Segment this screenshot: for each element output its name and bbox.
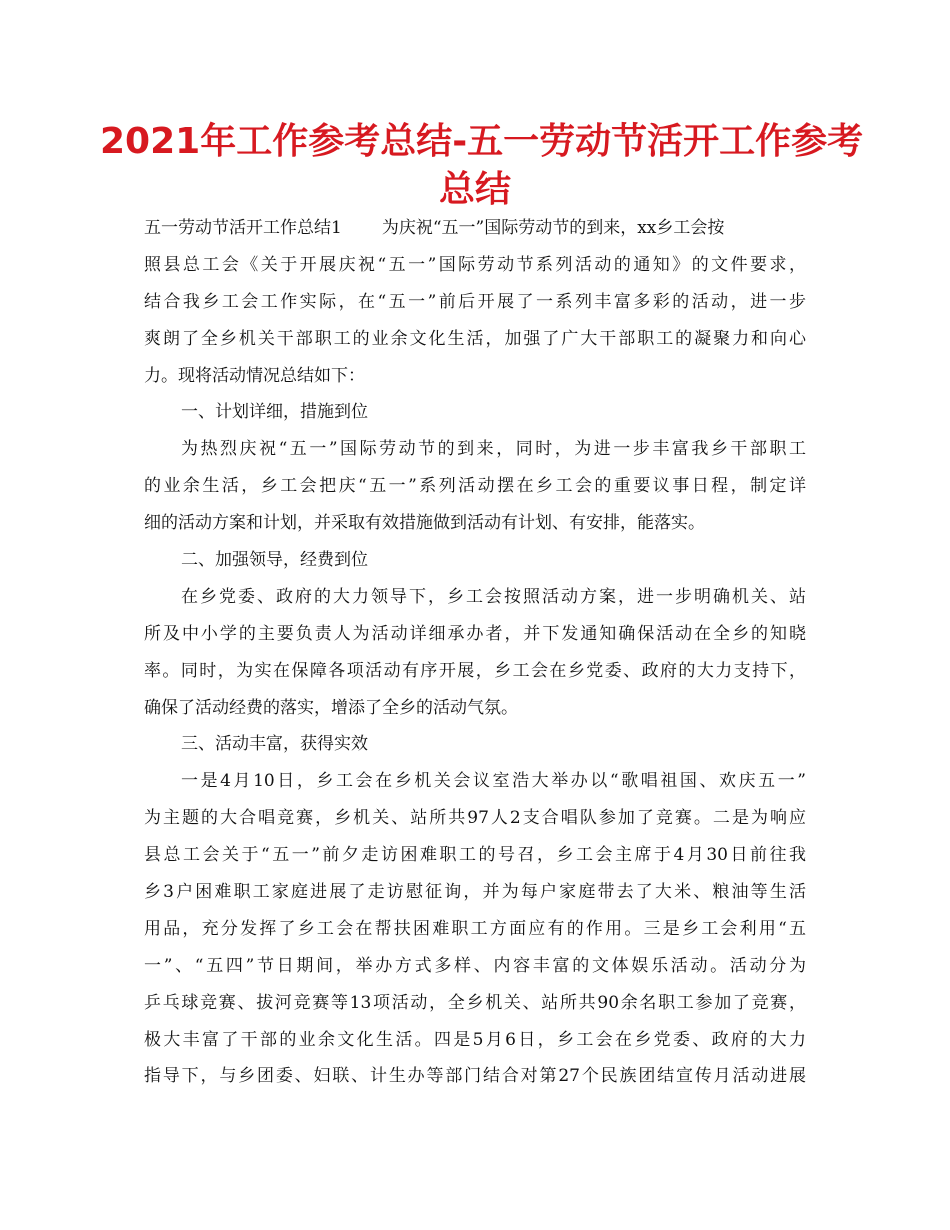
paragraph-1-line-1-text: 为庆祝“五一”国际劳动节的到来，xx乡工会按 bbox=[381, 218, 725, 238]
title-line-2: 总结 bbox=[438, 169, 511, 210]
paragraph-1-line-1 bbox=[144, 210, 806, 247]
paragraph-4-line-4: 乡3户困难职工家庭进展了走访慰征询，并为每户家庭带去了大米、粮油等生活 bbox=[144, 882, 806, 903]
paragraph-3-line-2: 所及中小学的主要负责人为活动详细承办者，并下发通知确保活动在全乡的知晓 bbox=[144, 623, 806, 644]
paragraph-4-line-9: 指导下，与乡团委、妇联、计生办等部门结合对第27个民族团结宣传月活动进展 bbox=[144, 1066, 806, 1087]
title-line-1: 2021年工作参考总结-五一劳动节活开工作参考 bbox=[100, 121, 864, 162]
paragraph-2-line-3: 细的活动方案和计划，并采取有效措施做到活动有计划、有安排，能落实。 bbox=[144, 513, 705, 534]
paragraph-2-line-2: 的业余生活，乡工会把庆“五一”系列活动摆在乡工会的重要议事日程，制定详 bbox=[144, 476, 806, 497]
paragraph-4-line-5: 用品，充分发挥了乡工会在帮扶困难职工方面应有的作用。三是乡工会利用“五 bbox=[144, 918, 806, 939]
paragraph-4-line-3: 县总工会关于“五一”前夕走访困难职工的号召，乡工会主席于4月30日前往我 bbox=[144, 845, 806, 866]
paragraph-4-line-8: 极大丰富了干部的业余文化生活。四是5月6日，乡工会在乡党委、政府的大力 bbox=[144, 1029, 806, 1050]
paragraph-4-line-6: 一”、“五四”节日期间，举办方式多样、内容丰富的文体娱乐活动。活动分为 bbox=[144, 955, 806, 976]
document-title bbox=[100, 118, 864, 214]
paragraph-3-line-3: 率。同时，为实在保障各项活动有序开展，乡工会在乡党委、政府的大力支持下， bbox=[144, 660, 806, 681]
section-heading-1: 一、计划详细，措施到位 bbox=[181, 402, 368, 423]
paragraph-1-line-2: 照县总工会《关于开展庆祝“五一”国际劳动节系列活动的通知》的文件要求， bbox=[144, 254, 806, 275]
paragraph-4-line-1: 一是4月10日，乡工会在乡机关会议室浩大举办以“歌唱祖国、欢庆五一” bbox=[181, 771, 806, 792]
paragraph-1-line-5: 力。现将活动情况总结如下： bbox=[144, 365, 365, 386]
paragraph-1-line-3: 结合我乡工会工作实际，在“五一”前后开展了一系列丰富多彩的活动，进一步 bbox=[144, 291, 806, 312]
section-heading-2: 二、加强领导，经费到位 bbox=[181, 550, 368, 571]
section-heading-3: 三、活动丰富，获得实效 bbox=[181, 734, 368, 755]
paragraph-1-line-4: 爽朗了全乡机关干部职工的业余文化生活，加强了广大干部职工的凝聚力和向心 bbox=[144, 328, 806, 349]
paragraph-4-line-7: 乒乓球竞赛、拔河竞赛等13项活动，全乡机关、站所共90余名职工参加了竞赛， bbox=[144, 992, 806, 1013]
document-body bbox=[144, 210, 806, 1095]
section-label: 五一劳动节活开工作总结1 bbox=[144, 218, 342, 238]
paragraph-3-line-4: 确保了活动经费的落实，增添了全乡的活动气氛。 bbox=[144, 697, 518, 718]
paragraph-2-line-1: 为热烈庆祝“五一”国际劳动节的到来，同时，为进一步丰富我乡干部职工 bbox=[181, 439, 806, 460]
paragraph-3-line-1: 在乡党委、政府的大力领导下，乡工会按照活动方案，进一步明确机关、站 bbox=[181, 586, 806, 607]
paragraph-4-line-2: 为主题的大合唱竞赛，乡机关、站所共97人2支合唱队参加了竞赛。二是为响应 bbox=[144, 808, 806, 829]
